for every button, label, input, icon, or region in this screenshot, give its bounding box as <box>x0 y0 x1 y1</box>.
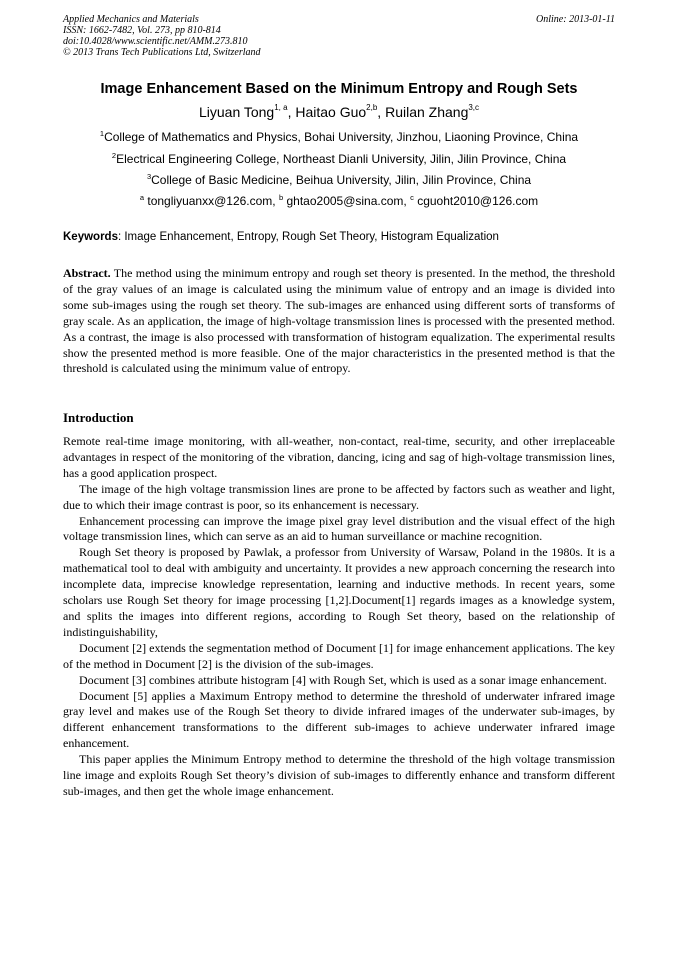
author-affiliation-mark: 3,c <box>468 103 480 112</box>
affiliation-text: College of Basic Medicine, Beihua University, Jilin, Jilin Province, China <box>151 173 532 187</box>
online-date: Online: 2013-01-11 <box>536 14 615 25</box>
paragraph: Enhancement processing can improve the image pixel gray level distribution and the visual effect of the high voltage transmission lines, which can serve as an aid to human surveillance or machine recognition. <box>63 513 615 544</box>
keywords-text: Image Enhancement, Entropy, Rough Set Theory, Histogram Equalization <box>124 231 499 243</box>
paragraph: Document [5] applies a Maximum Entropy method to determine the threshold of underwater infrared image gray level and makes use of the Rough Set theory to divide infrared images of the underwater sub-images, by different enhancement transformations to the different sub-images to achieve underwater infrared image enhancement. <box>63 688 615 751</box>
affiliation-mark: 1 <box>99 129 105 138</box>
abstract-block <box>63 266 615 377</box>
paragraph: This paper applies the Minimum Entropy method to determine the threshold of the high voltage transmission line image and exploits Rough Set theory’s division of sub-images to differently enhance and transform different sub-images, and then get the whole image enhancement. <box>63 752 615 798</box>
email-address: tongliyuanxx@126.com <box>147 194 273 208</box>
paragraph: Document [3] combines attribute histogram [4] with Rough Set, which is used as a sonar image enhancement. <box>79 672 607 687</box>
paragraph: The image of the high voltage transmission lines are prone to be affected by factors such as weather and light, due to which their image contrast is poor, so its enhancement is necessary. <box>63 481 615 512</box>
author-name: Haitao Guo <box>295 104 367 120</box>
author-name: Liyuan Tong <box>198 104 275 120</box>
paper-title: Image Enhancement Based on the Minimum Entropy and Rough Sets <box>100 81 578 97</box>
author-affiliation-mark: 2,b <box>366 103 378 112</box>
email-address: cguoht2010@126.com <box>417 194 539 208</box>
journal-header <box>63 14 615 58</box>
affiliation-3 <box>0 173 678 188</box>
author-name: Ruilan Zhang <box>385 104 469 120</box>
affiliation-mark: 3 <box>146 172 152 181</box>
affiliation-mark: 2 <box>111 151 117 160</box>
author-affiliation-mark: 1, a <box>274 103 288 112</box>
email-list: $^a$ tongliyuanxx@126.com, $^b$ ghtao2005@sina.com, $^c$ cguoht2010@126.com <box>139 193 539 208</box>
journal-name: Applied Mechanics and Materials <box>63 14 199 25</box>
section-heading-introduction: Introduction <box>63 410 134 425</box>
paragraph: Remote real-time image monitoring, with all-weather, non-contact, real-time, security, and other irreplaceable advantages in respect of the monitoring of the vibration, dancing, icing and sag of high-voltage transmission lines, has a good application prospect. <box>63 434 615 480</box>
author-list: Liyuan Tong$^{1, a}$, Haitao Guo$^{2,b}$, Ruilan Zhang$^{3,c}$ <box>198 103 480 120</box>
abstract-text: The method using the minimum entropy and rough set theory is presented. In the method, the threshold of the gray values of an image is calculated using the minimum value of entropy and an image is divided into some sub-images using the rough set theory. The sub-images are enhanced using different sorts of transforms of gray scale. As an application, the image of high-voltage transmission lines is processed with the presented method. As a contrast, the image is also processed with transformation of histogram equalization. The experimental results show the presented method is more feasible. One of the major characteristics in the presented method is that the threshold is calculated using the minimum value of entropy. <box>63 266 615 376</box>
email-mark: a <box>139 193 145 202</box>
introduction-body <box>63 434 615 800</box>
paragraph: Rough Set theory is proposed by Pawlak, a professor from University of Warsaw, Poland in the 1980s. It is a mathematical tool to deal with ambiguity and uncertainty. It provides a new approach concerning the research into incomplete data, imprecise knowledge representation, learning and inductive methods. In recent years, some scholars use Rough Set theory for image processing [1,2].Document[1] regards images as a knowledge system, and splits the images into different regions, according to Rough Set theory, based on the relationship of indistinguishability, <box>63 545 615 639</box>
email-address: ghtao2005@sina.com <box>286 194 404 208</box>
affiliation-text: Electrical Engineering College, Northeast Dianli University, Jilin, Jilin Province, China <box>116 152 567 166</box>
paragraph: Document [2] extends the segmentation method of Document [1] for image enhancement applications. The key of the method in Document [2] is the division of the sub-images. <box>63 640 615 671</box>
email-mark: b <box>278 193 284 202</box>
email-mark: c <box>410 193 414 202</box>
affiliation-2 <box>0 152 678 167</box>
affiliation-text: College of Mathematics and Physics, Bohai University, Jinzhou, Liaoning Province, China <box>104 130 579 144</box>
copyright-line: © 2013 Trans Tech Publications Ltd, Switzerland <box>63 47 261 58</box>
affiliation-1 <box>0 130 678 145</box>
keywords-line: Keywords: Image Enhancement, Entropy, Rough Set Theory, Histogram Equalization <box>63 231 499 243</box>
keywords-label: Keywords <box>63 231 118 243</box>
abstract-label: Abstract. <box>63 266 111 280</box>
doi-line: doi:10.4028/www.scientific.net/AMM.273.810 <box>63 36 248 47</box>
issn-line: ISSN: 1662-7482, Vol. 273, pp 810-814 <box>63 25 221 36</box>
